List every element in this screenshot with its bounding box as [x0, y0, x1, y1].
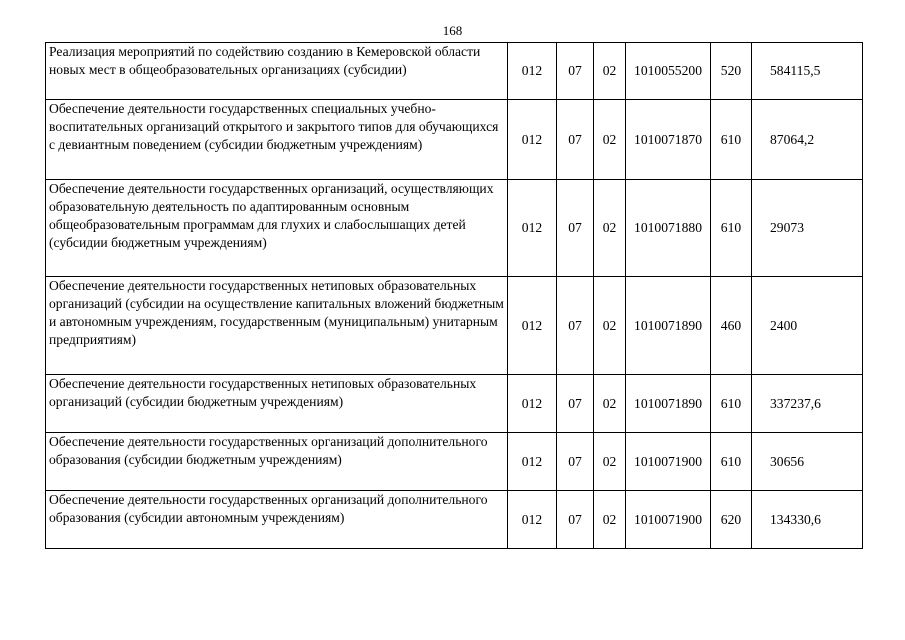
amount-value: 29073 — [752, 180, 863, 277]
row-description: Реализация мероприятий по содействию созданию в Кемеровской области новых мест в общеобразовательных организациях (субсидии) — [46, 43, 508, 100]
grbs-code: 012 — [508, 433, 557, 491]
row-description: Обеспечение деятельности государственных нетиповых образовательных организаций (субсидии бюджетным учреждениям) — [46, 375, 508, 433]
table-row — [46, 491, 863, 549]
section-code: 07 — [557, 180, 594, 277]
table-row — [46, 100, 863, 180]
table-row — [46, 43, 863, 100]
subsection-code: 02 — [594, 277, 626, 375]
table-row — [46, 277, 863, 375]
grbs-code: 012 — [508, 180, 557, 277]
grbs-code: 012 — [508, 43, 557, 100]
table-row — [46, 180, 863, 277]
amount-value: 337237,6 — [752, 375, 863, 433]
table-row — [46, 375, 863, 433]
expense-type-code: 610 — [711, 375, 752, 433]
grbs-code: 012 — [508, 491, 557, 549]
grbs-code: 012 — [508, 375, 557, 433]
amount-value: 87064,2 — [752, 100, 863, 180]
expense-type-code: 520 — [711, 43, 752, 100]
subsection-code: 02 — [594, 43, 626, 100]
budget-table — [45, 42, 863, 549]
grbs-code: 012 — [508, 100, 557, 180]
expense-type-code: 610 — [711, 180, 752, 277]
subsection-code: 02 — [594, 491, 626, 549]
section-code: 07 — [557, 100, 594, 180]
section-code: 07 — [557, 277, 594, 375]
grbs-code: 012 — [508, 277, 557, 375]
row-description: Обеспечение деятельности государственных специальных учебно-воспитательных организаций открытого и закрытого типов для обучающихся с девиантным поведением (субсидии бюджетным учреждениям) — [46, 100, 508, 180]
expense-type-code: 610 — [711, 100, 752, 180]
section-code: 07 — [557, 43, 594, 100]
row-description: Обеспечение деятельности государственных нетиповых образовательных организаций (субсидии на осуществление капитальных вложений бюджетным и автономным учреждениям, государственным (муниципальным) унитарным предприятиям) — [46, 277, 508, 375]
subsection-code: 02 — [594, 180, 626, 277]
target-article-code: 1010071890 — [626, 277, 711, 375]
expense-type-code: 620 — [711, 491, 752, 549]
subsection-code: 02 — [594, 375, 626, 433]
row-description: Обеспечение деятельности государственных организаций дополнительного образования (субсидии автономным учреждениям) — [46, 491, 508, 549]
table-row — [46, 433, 863, 491]
expense-type-code: 460 — [711, 277, 752, 375]
amount-value: 30656 — [752, 433, 863, 491]
amount-value: 584115,5 — [752, 43, 863, 100]
section-code: 07 — [557, 433, 594, 491]
amount-value: 2400 — [752, 277, 863, 375]
expense-type-code: 610 — [711, 433, 752, 491]
page-number: 168 — [442, 23, 463, 38]
target-article-code: 1010071870 — [626, 100, 711, 180]
section-code: 07 — [557, 375, 594, 433]
target-article-code: 1010071900 — [626, 491, 711, 549]
amount-value: 134330,6 — [752, 491, 863, 549]
row-description: Обеспечение деятельности государственных организаций, осуществляющих образовательную деятельность по адаптированным основным общеобразовательным программам для глухих и слабослышащих детей (субсидии бюджетным учреждениям) — [46, 180, 508, 277]
subsection-code: 02 — [594, 100, 626, 180]
target-article-code: 1010055200 — [626, 43, 711, 100]
target-article-code: 1010071890 — [626, 375, 711, 433]
row-description: Обеспечение деятельности государственных организаций дополнительного образования (субсидии бюджетным учреждениям) — [46, 433, 508, 491]
subsection-code: 02 — [594, 433, 626, 491]
target-article-code: 1010071880 — [626, 180, 711, 277]
section-code: 07 — [557, 491, 594, 549]
target-article-code: 1010071900 — [626, 433, 711, 491]
